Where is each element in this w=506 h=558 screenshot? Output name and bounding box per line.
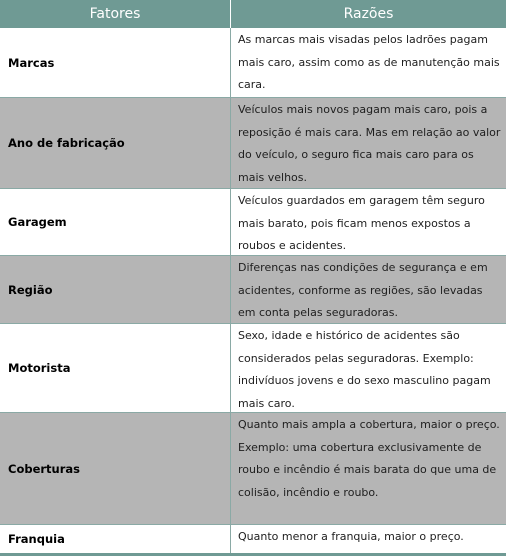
table-row <box>0 28 506 98</box>
reason-cell: Sexo, idade e histórico de acidentes são considerados pelas seguradoras. Exemplo: indivíduos jovens e do sexo masculino pagam mais caro. <box>238 329 491 410</box>
factor-cell: Motorista <box>0 324 231 412</box>
reason-cell: Quanto mais ampla a cobertura, maior o preço. Exemplo: uma cobertura exclusivamente de roubo e incêndio é mais barata do que uma de colisão, incêndio e roubo. <box>238 418 500 499</box>
reason-cell: Quanto menor a franquia, maior o preço. <box>238 530 464 543</box>
table-header <box>0 0 506 28</box>
factor-cell: Ano de fabricação <box>0 98 231 188</box>
header-reasons: Razões <box>343 6 394 22</box>
reason-cell: Veículos guardados em garagem têm seguro mais barato, pois ficam menos expostos a roubos e acidentes. <box>238 194 485 252</box>
reason-cell: As marcas mais visadas pelos ladrões pagam mais caro, assim como as de manutenção mais cara. <box>238 33 500 91</box>
factor-cell: Franquia <box>0 525 231 553</box>
table-row <box>0 324 506 413</box>
factor-cell: Garagem <box>0 189 231 255</box>
table-row <box>0 525 506 553</box>
reason-cell: Diferenças nas condições de segurança e em acidentes, conforme as regiões, são levadas em conta pelas seguradoras. <box>238 261 488 319</box>
table-row <box>0 189 506 256</box>
reason-cell: Veículos mais novos pagam mais caro, pois a reposição é mais cara. Mas em relação ao valor do veículo, o seguro fica mais caro para os mais velhos. <box>238 103 501 184</box>
factor-cell: Marcas <box>0 28 231 97</box>
table-bottom-rule <box>0 553 506 556</box>
factor-cell: Coberturas <box>0 413 231 524</box>
table-row <box>0 98 506 189</box>
factor-cell: Região <box>0 256 231 323</box>
table-row <box>0 413 506 525</box>
table-row <box>0 256 506 324</box>
header-factors: Fatores <box>0 0 231 28</box>
